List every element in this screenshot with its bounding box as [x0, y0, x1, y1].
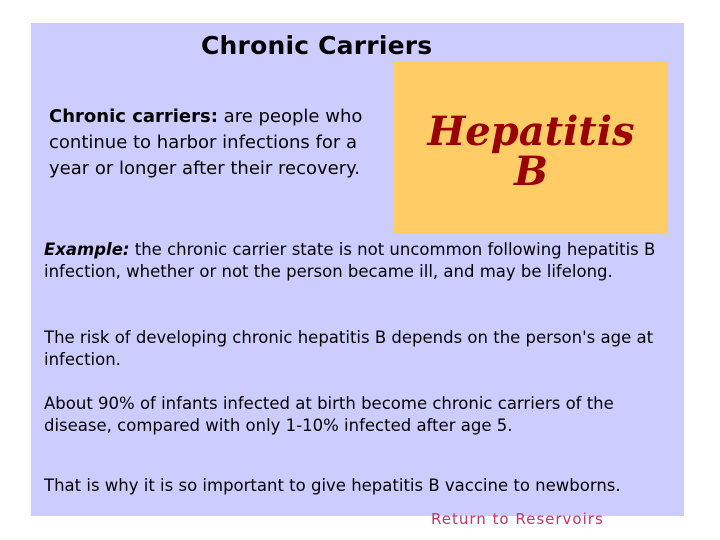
slide	[31, 23, 684, 528]
risk-paragraph: The risk of developing chronic hepatitis B depends on the person's age at infection.	[44, 328, 654, 369]
vaccine-paragraph: That is why it is so important to give hepatitis B vaccine to newborns.	[44, 476, 621, 495]
hepatitis-b-line1: Hepatitis	[427, 108, 635, 155]
definition-paragraph	[49, 104, 369, 182]
slide-title: Chronic Carriers	[201, 31, 433, 60]
return-to-reservoirs-link[interactable]: Return to Reservoirs	[431, 510, 604, 528]
example-label: Example:	[44, 240, 130, 259]
definition-text: are people who continue to harbor infections for a year or longer after their recovery.	[49, 106, 363, 179]
infants-paragraph: About 90% of infants infected at birth become chronic carriers of the disease, compared with only 1-10% infected after age 5.	[44, 394, 614, 435]
hepatitis-b-line2: B	[514, 148, 548, 195]
hepatitis-b-box	[394, 62, 668, 233]
example-text: the chronic carrier state is not uncommon following hepatitis B infection, whether or not the person became ill, and may be lifelong.	[44, 240, 656, 281]
definition-term: Chronic carriers:	[49, 106, 218, 127]
hepatitis-b-heading	[408, 108, 654, 195]
example-paragraph	[44, 239, 674, 283]
